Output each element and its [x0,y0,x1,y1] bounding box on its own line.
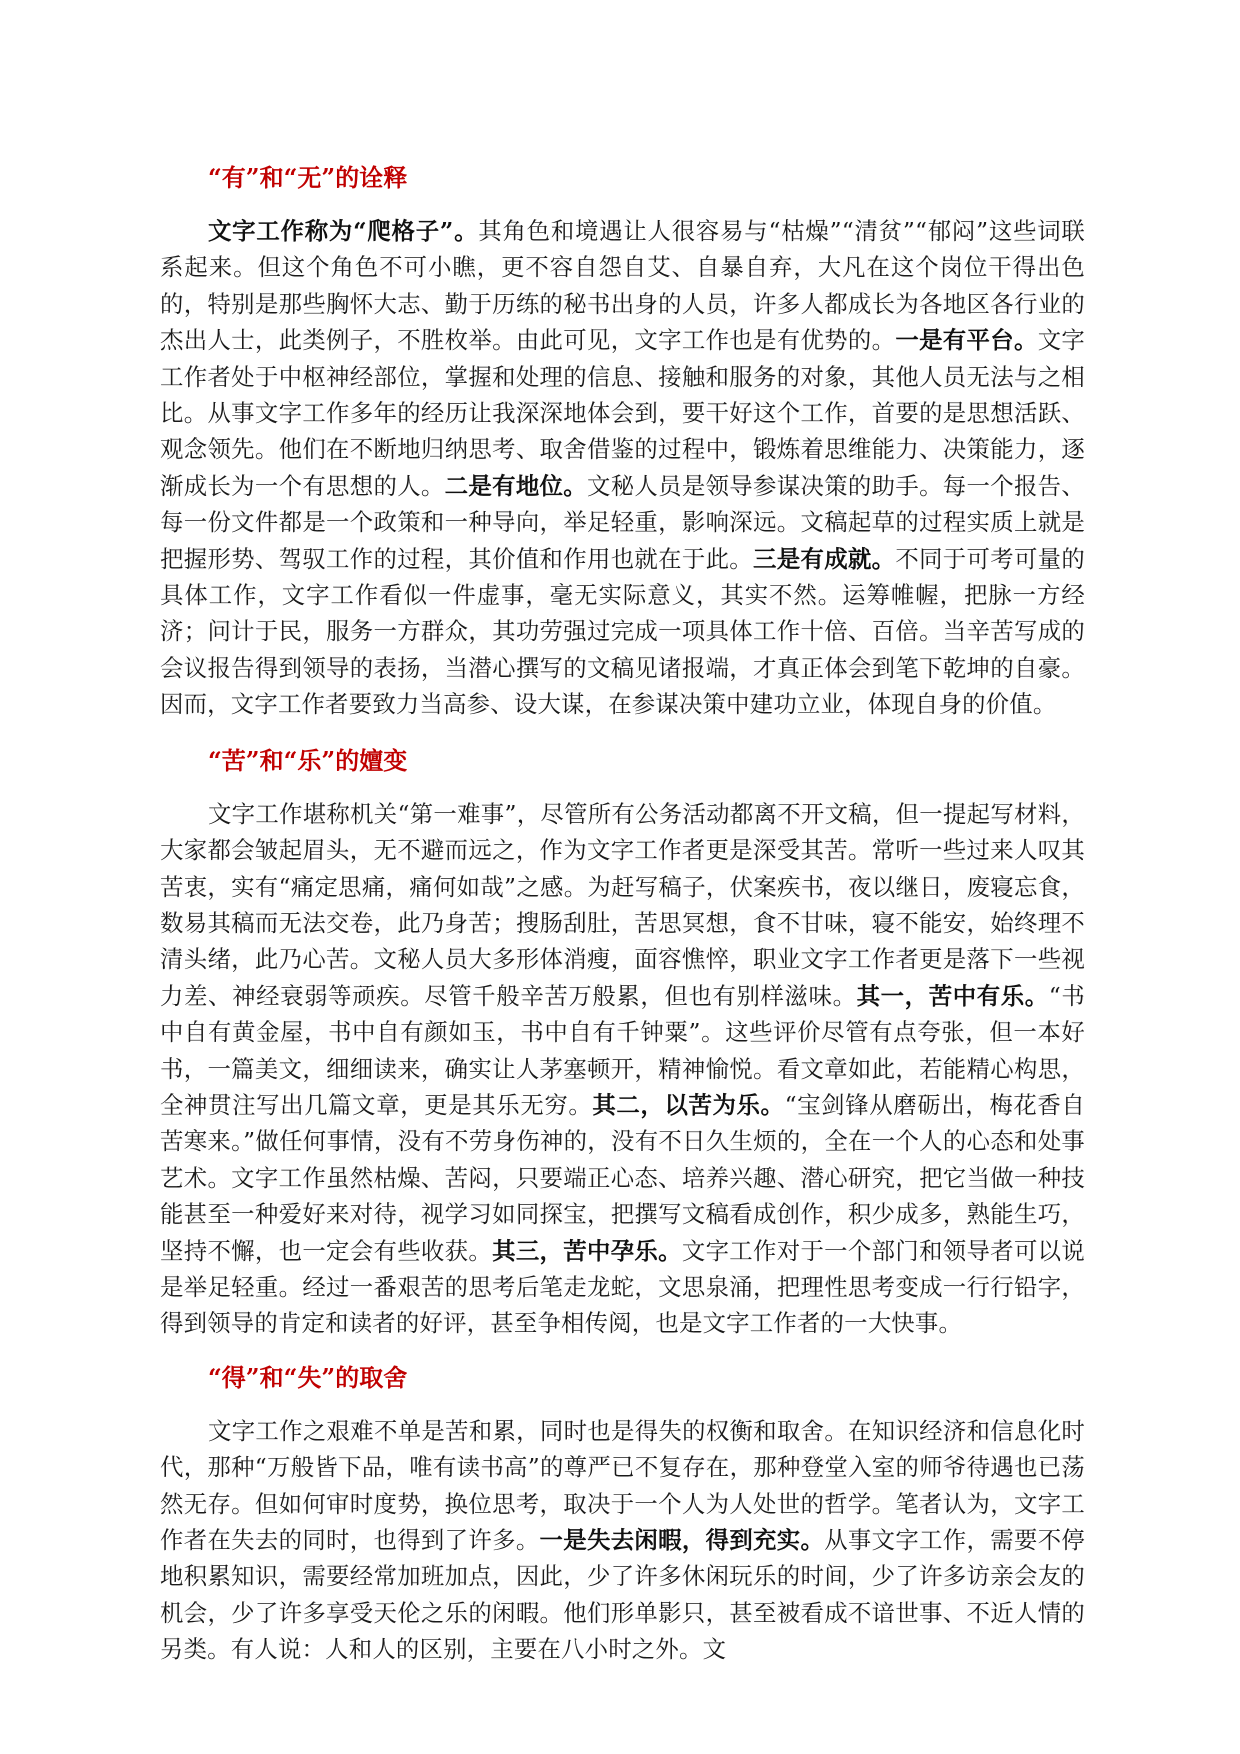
body-text: 文字工作之艰难不单是苦和累，同时也是得失的权衡和取舍。在知识经济和信息化时代，那种“万般皆下品，唯有读书高”的尊严已不复存在，那种登堂入室的师爷待遇也已荡然无存。但如何审时度势，换位思考，取决于一个人为人处世的哲学。笔者认为，文字工作者在失去的同时，也得到了许多。 [160,1416,1085,1554]
bold-phrase: 其三，苦中孕乐。 [492,1236,682,1265]
bold-phrase: 文字工作称为“爬格子”。 [208,217,479,245]
body-text: “宝剑锋从磨砺出，梅花香自苦寒来。”做任何事情，没有不劳身伤神的，没有不日久生烦的，全在一个人的心态和处事艺术。文字工作虽然枯燥、苦闷，只要端正心态、培养兴趣、潜心研究，把它当做一种技能甚至一种爱好来对待，视学习如同探宝，把撰写文稿看成创作，积少成多，熟能生巧，坚持不懈，也一定会有些收获。 [160,1090,1085,1265]
body-text: 不同于可考可量的具体工作，文字工作看似一件虚事，毫无实际意义，其实不然。运筹帷幄，把脉一方经济；问计于民，服务一方群众，其功劳强过完成一项具体工作十倍、百倍。当辛苦写成的会议报告得到领导的表扬，当潜心撰写的文稿见诸报端，才真正体会到笔下乾坤的自豪。因而，文字工作者要致力当高参、设大谋，在参谋决策中建功立业，体现自身的价值。 [160,544,1085,719]
section-paragraph-de-shi [160,1413,1085,1668]
section-heading-you-wu: “有”和“无”的诠释 [208,163,408,192]
bold-phrase: 二是有地位。 [444,471,587,500]
bold-phrase: 一是失去闲暇，得到充实。 [539,1526,825,1554]
section-paragraph-ku-le [160,796,1085,1342]
bold-phrase: 一是有平台。 [895,326,1038,355]
section-heading-ku-le: “苦”和“乐”的嬗变 [208,745,408,775]
document-page [160,160,1085,1668]
body-text: “书中自有黄金屋，书中自有颜如玉，书中自有千钟粟”。这些评价尽管有点夸张，但一本好书，一篇美文，细细读来，确实让人茅塞顿开，精神愉悦。看文章如此，若能精心构思，全神贯注写出几篇文章，更是其乐无穷。 [160,981,1085,1119]
body-text: 文字工作对于一个部门和领导者可以说是举足轻重。经过一番艰苦的思考后笔走龙蛇，文思泉涌，把理性思考变成一行行铅字，得到领导的肯定和读者的好评，甚至争相传阅，也是文字工作者的一大快事。 [160,1236,1085,1338]
body-text: 从事文字工作，需要不停地积累知识，需要经常加班加点，因此，少了许多休闲玩乐的时间，少了许多访亲会友的机会，少了许多享受天伦之乐的闲暇。他们形单影只，甚至被看成不谙世事、不近人情的另类。有人说：人和人的区别，主要在八小时之外。文 [160,1526,1086,1664]
bold-phrase: 其二，以苦为乐。 [592,1090,785,1119]
body-text: 文字工作堪称机关“第一难事”，尽管所有公务活动都离不开文稿，但一提起写材料，大家都会皱起眉头，无不避而远之，作为文字工作者更是深受其苦。常听一些过来人叹其苦衷，实有“痛定思痛，痛何如哉”之感。为赶写稿子，伏案疾书，夜以继日，废寝忘食，数易其稿而无法交卷，此乃身苦；搜肠刮肚，苦思冥想，食不甘味，寝不能安，始终理不清头绪，此乃心苦。文秘人员大多形体消瘦，面容憔悴，职业文字工作者更是落下一些视力差、神经衰弱等顽疾。尽管千般辛苦万般累，但也有别样滋味。 [160,799,1085,1010]
section-paragraph-you-wu [160,213,1085,723]
body-text: 文秘人员是领导参谋决策的助手。每一个报告、每一份文件都是一个政策和一种导向，举足轻重，影响深远。文稿起草的过程实质上就是把握形势、驾驭工作的过程，其价值和作用也就在于此。 [160,471,1085,573]
body-text: 文字工作者处于中枢神经部位，掌握和处理的信息、接触和服务的对象，其他人员无法与之相比。从事文字工作多年的经历让我深深地体会到，要干好这个工作，首要的是思想活跃、观念领先。他们在不断地归纳思考、取舍借鉴的过程中，锻炼着思维能力、决策能力，逐渐成长为一个有思想的人。 [160,326,1085,500]
bold-phrase: 三是有成就。 [753,544,896,573]
body-text: 其角色和境遇让人很容易与“枯燥”“清贫”“郁闷”这些词联系起来。但这个角色不可小瞧，更不容自怨自艾、自暴自弃，大凡在这个岗位干得出色的，特别是那些胸怀大志、勤于历练的秘书出身的人员，许多人都成长为各地区各行业的杰出人士，此类例子，不胜枚举。由此可见，文字工作也是有优势的。 [160,217,1085,355]
section-heading-de-shi: “得”和“失”的取舍 [208,1362,408,1392]
bold-phrase: 其一，苦中有乐。 [856,981,1049,1010]
